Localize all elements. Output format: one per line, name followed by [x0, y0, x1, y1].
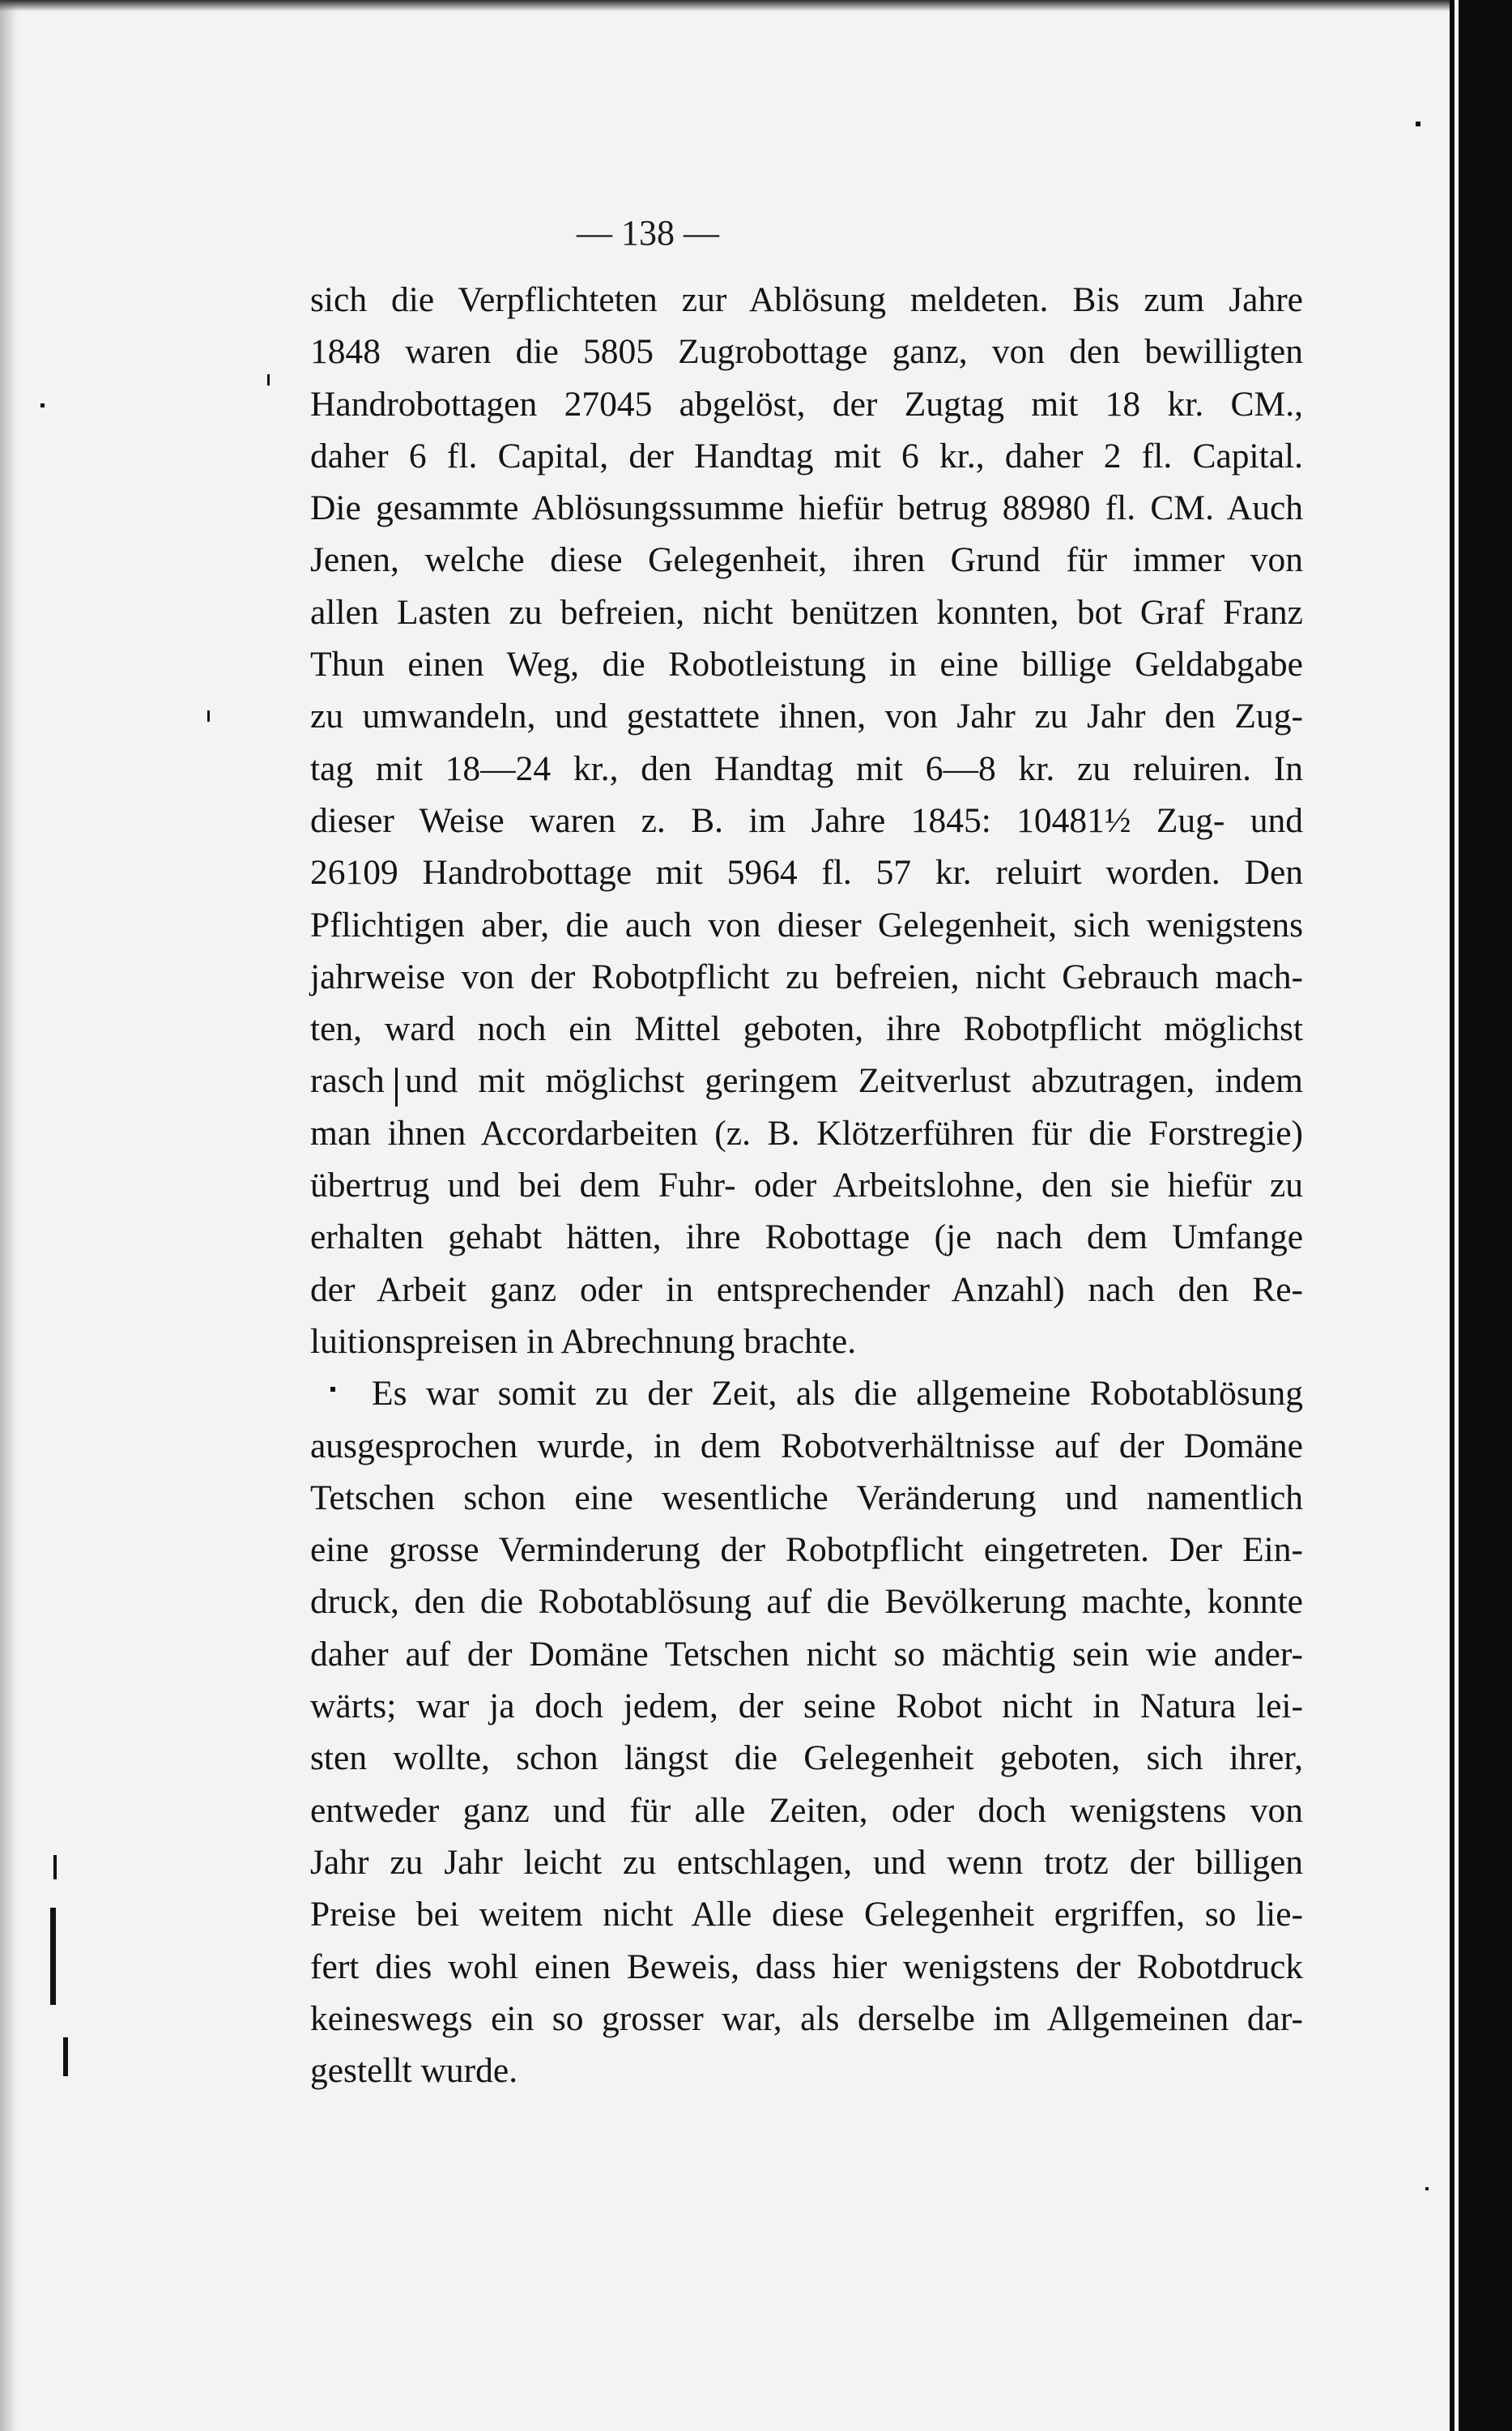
paragraph-2: [310, 1367, 1303, 2096]
text-line: der Arbeit ganz oder in entsprechender Anzahl) nach den Re-: [310, 1269, 1303, 1309]
text-line: luitionspreisen in Abrechnung brachte.: [310, 1321, 857, 1361]
text-line: rasch und mit möglichst geringem Zeitverlust abzutragen, indem: [310, 1061, 1303, 1101]
scan-mark: [53, 1855, 57, 1879]
text-line: Es war somit zu der Zeit, als die allgemeine Robotablösung: [372, 1374, 1303, 1414]
text-line: 26109 Handrobottage mit 5964 fl. 57 kr. reluirt worden. Den: [310, 853, 1303, 893]
text-line: Pflichtigen aber, die auch von dieser Gelegenheit, sich wenigstens: [310, 905, 1303, 945]
text-line: jahrweise von der Robotpflicht zu befreien, nicht Gebrauch mach-: [310, 957, 1303, 996]
text-line: daher auf der Domäne Tetschen nicht so mächtig sein wie ander-: [310, 1634, 1303, 1674]
text-line: man ihnen Accordarbeiten (z. B. Klötzerführen für die Forstregie): [310, 1113, 1303, 1153]
text-line: Tetschen schon eine wesentliche Veränderung und namentlich: [310, 1478, 1303, 1517]
text-line: allen Lasten zu befreien, nicht benützen konnten, bot Graf Franz: [310, 592, 1303, 632]
text-line: zu umwandeln, und gestattete ihnen, von Jahr zu Jahr den Zug-: [310, 697, 1303, 736]
scan-mark: [50, 1908, 56, 2005]
scan-top-shadow: [0, 0, 1450, 11]
text-line: druck, den die Robotablösung auf die Bevölkerung machte, konnte: [310, 1582, 1303, 1622]
text-line: fert dies wohl einen Beweis, dass hier wenigstens der Robotdruck: [310, 1947, 1303, 1986]
scan-speck: [207, 710, 210, 722]
scan-speck: [40, 403, 45, 407]
text-line: eine grosse Verminderung der Robotpflicht eingetreten. Der Ein-: [310, 1530, 1303, 1570]
page-edge-stripe: [1455, 0, 1459, 2431]
paragraph-1: [310, 274, 1303, 1367]
text-line: sten wollte, schon längst die Gelegenheit geboten, sich ihrer,: [310, 1738, 1303, 1778]
text-line: übertrug und bei dem Fuhr- oder Arbeitslohne, den sie hiefür zu: [310, 1166, 1303, 1205]
text-line: ten, ward noch ein Mittel geboten, ihre Robotpflicht möglichst: [310, 1009, 1303, 1049]
text-line: Thun einen Weg, die Robotleistung in eine billige Geldabgabe: [310, 645, 1303, 685]
text-line: daher 6 fl. Capital, der Handtag mit 6 kr., daher 2 fl. Capital.: [310, 436, 1303, 476]
text-line: erhalten gehabt hätten, ihre Robottage (je nach dem Umfange: [310, 1218, 1303, 1257]
body-text: [310, 274, 1303, 2096]
scan-right-border: [1450, 0, 1512, 2431]
text-line: Jenen, welche diese Gelegenheit, ihren Grund für immer von: [310, 540, 1303, 580]
scan-left-shadow: [0, 0, 18, 2431]
scan-speck: [1425, 2187, 1429, 2190]
text-line: Die gesammte Ablösungssumme hiefür betrug 88980 fl. CM. Auch: [310, 488, 1303, 528]
scan-speck: [267, 374, 270, 386]
scan-speck: [1416, 122, 1420, 126]
scan-mark: [63, 2037, 68, 2076]
text-line: 1848 waren die 5805 Zugrobottage ganz, von den bewilligten: [310, 332, 1303, 372]
text-line: Preise bei weitem nicht Alle diese Gelegenheit ergriffen, so lie-: [310, 1895, 1303, 1934]
text-line: tag mit 18—24 kr., den Handtag mit 6—8 kr. zu reluiren. In: [310, 748, 1303, 788]
text-line: Jahr zu Jahr leicht zu entschlagen, und wenn trotz der billigen: [310, 1842, 1303, 1882]
text-line: keineswegs ein so grosser war, als derselbe im Allgemeinen dar-: [310, 1998, 1303, 2038]
text-line: dieser Weise waren z. B. im Jahre 1845: 10481½ Zug- und: [310, 800, 1303, 840]
text-line: ausgesprochen wurde, in dem Robotverhältnisse auf der Domäne: [310, 1426, 1303, 1465]
text-line: sich die Verpflichteten zur Ablösung meldeten. Bis zum Jahre: [310, 280, 1303, 319]
text-line: Handrobottagen 27045 abgelöst, der Zugtag mit 18 kr. CM.,: [310, 384, 1303, 424]
page-number: — 138 —: [577, 213, 719, 253]
text-line: gestellt wurde.: [310, 2051, 518, 2091]
text-line: entweder ganz und für alle Zeiten, oder doch wenigstens von: [310, 1790, 1303, 1830]
text-line: wärts; war ja doch jedem, der seine Robot nicht in Natura lei-: [310, 1687, 1303, 1726]
